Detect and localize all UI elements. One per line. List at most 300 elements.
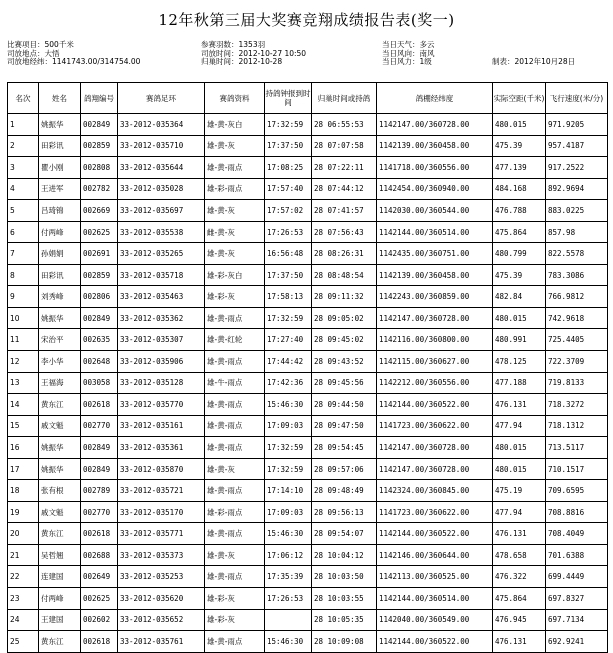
cell-loft-coordinates: 1142144.00/360522.00 <box>377 631 493 653</box>
cell-bird-info: 雄-彩-灰白 <box>205 264 265 286</box>
release-coordinates: 司放地经纬：1141743.00/314754.00 <box>7 57 141 67</box>
cell-return-time: 28 10:03:55 <box>312 588 377 610</box>
table-row <box>8 458 608 480</box>
cell-ring: 33-2012-035771 <box>118 523 205 545</box>
cell-distance: 478.125 <box>493 351 546 373</box>
cell-return-time: 28 09:48:49 <box>312 480 377 502</box>
table-row <box>8 329 608 351</box>
cell-bird-info: 雄-彩-雨点 <box>205 178 265 200</box>
cell-name: 李小华 <box>39 351 81 373</box>
cell-loft-coordinates: 1142113.00/360525.00 <box>377 566 493 588</box>
cell-loft-number: 002618 <box>81 394 118 416</box>
race-info-col2 <box>201 41 306 67</box>
cell-rank: 10 <box>8 307 39 329</box>
cell-clock-time: 17:37:50 <box>265 135 312 157</box>
cell-return-time: 28 06:55:53 <box>312 114 377 136</box>
entry-count: 参赛羽数：1353羽 <box>201 40 266 49</box>
table-row <box>8 114 608 136</box>
cell-clock-time <box>265 609 312 631</box>
cell-return-time: 28 09:54:45 <box>312 437 377 459</box>
cell-distance: 476.322 <box>493 566 546 588</box>
cell-ring: 33-2012-035361 <box>118 437 205 459</box>
cell-loft-coordinates: 1142147.00/360728.00 <box>377 307 493 329</box>
cell-name: 黄东江 <box>39 631 81 653</box>
cell-loft-coordinates: 1142030.00/360544.00 <box>377 200 493 222</box>
cell-loft-coordinates: 1141723.00/360622.00 <box>377 415 493 437</box>
cell-speed: 713.5117 <box>546 437 608 459</box>
cell-name: 姚振华 <box>39 114 81 136</box>
table-row <box>8 178 608 200</box>
cell-loft-coordinates: 1141718.00/360556.00 <box>377 157 493 179</box>
cell-speed: 917.2522 <box>546 157 608 179</box>
cell-speed: 722.3709 <box>546 351 608 373</box>
table-row <box>8 221 608 243</box>
cell-clock-time: 17:58:13 <box>265 286 312 308</box>
cell-loft-number: 002669 <box>81 200 118 222</box>
cell-distance: 477.139 <box>493 157 546 179</box>
cell-loft-coordinates: 1142040.00/360549.00 <box>377 609 493 631</box>
cell-loft-coordinates: 1142147.00/360728.00 <box>377 114 493 136</box>
cell-rank: 3 <box>8 157 39 179</box>
cell-return-time: 28 09:57:06 <box>312 458 377 480</box>
cell-ring: 33-2012-035373 <box>118 544 205 566</box>
cell-ring: 33-2012-035710 <box>118 135 205 157</box>
cell-rank: 21 <box>8 544 39 566</box>
table-row <box>8 200 608 222</box>
cell-loft-number: 002789 <box>81 480 118 502</box>
cell-bird-info: 雄-黄-灰 <box>205 200 265 222</box>
cell-bird-info: 雄-黄-雨点 <box>205 415 265 437</box>
cell-name: 付两峰 <box>39 221 81 243</box>
cell-loft-coordinates: 1142435.00/360751.00 <box>377 243 493 265</box>
cell-loft-number: 002849 <box>81 114 118 136</box>
cell-distance: 476.131 <box>493 523 546 545</box>
cell-bird-info: 雄-黄-雨点 <box>205 157 265 179</box>
cell-bird-info: 雄-彩-灰 <box>205 588 265 610</box>
cell-speed: 697.8327 <box>546 588 608 610</box>
cell-clock-time: 16:56:48 <box>265 243 312 265</box>
cell-ring: 33-2012-035718 <box>118 264 205 286</box>
cell-loft-number: 002648 <box>81 351 118 373</box>
cell-clock-time: 15:46:30 <box>265 394 312 416</box>
cell-rank: 1 <box>8 114 39 136</box>
table-header-row <box>8 83 608 114</box>
results-table <box>7 82 608 653</box>
cell-name: 付两峰 <box>39 588 81 610</box>
cell-ring: 33-2012-035161 <box>118 415 205 437</box>
cell-loft-coordinates: 1142454.00/360940.00 <box>377 178 493 200</box>
cell-name: 黄东江 <box>39 394 81 416</box>
cell-loft-coordinates: 1142139.00/360458.00 <box>377 135 493 157</box>
header-return-time: 归巢时间或持鸽 <box>312 83 377 114</box>
cell-loft-number: 002806 <box>81 286 118 308</box>
cell-rank: 7 <box>8 243 39 265</box>
cell-return-time: 28 07:22:11 <box>312 157 377 179</box>
cell-clock-time: 17:44:42 <box>265 351 312 373</box>
cell-loft-number: 002770 <box>81 415 118 437</box>
cell-bird-info: 雄-黄-雨点 <box>205 566 265 588</box>
cell-loft-number: 002625 <box>81 221 118 243</box>
cell-clock-time: 17:26:53 <box>265 221 312 243</box>
cell-loft-coordinates: 1142115.00/360627.00 <box>377 351 493 373</box>
cell-distance: 475.39 <box>493 264 546 286</box>
cell-name: 宋治平 <box>39 329 81 351</box>
header-clock-time: 持鸽钟报到时间 <box>265 83 312 114</box>
cell-speed: 957.4187 <box>546 135 608 157</box>
cell-speed: 883.0225 <box>546 200 608 222</box>
cell-return-time: 28 07:56:43 <box>312 221 377 243</box>
table-row <box>8 544 608 566</box>
cell-return-time: 28 08:26:31 <box>312 243 377 265</box>
cell-distance: 480.015 <box>493 307 546 329</box>
header-name: 姓名 <box>39 83 81 114</box>
cell-clock-time: 17:32:59 <box>265 307 312 329</box>
cell-rank: 12 <box>8 351 39 373</box>
cell-name: 王建国 <box>39 609 81 631</box>
cell-bird-info: 雄-黄-雨点 <box>205 307 265 329</box>
cell-bird-info: 雄-黄-红轮 <box>205 329 265 351</box>
cell-clock-time: 17:57:02 <box>265 200 312 222</box>
cell-name: 吴哲翘 <box>39 544 81 566</box>
cell-speed: 783.3086 <box>546 264 608 286</box>
cell-loft-number: 002625 <box>81 588 118 610</box>
cell-bird-info: 雄-黄-灰 <box>205 243 265 265</box>
cell-clock-time: 17:32:59 <box>265 458 312 480</box>
cell-speed: 725.4405 <box>546 329 608 351</box>
cell-return-time: 28 07:41:57 <box>312 200 377 222</box>
cell-rank: 22 <box>8 566 39 588</box>
weather: 当日天气：多云 <box>382 40 435 49</box>
cell-speed: 718.1312 <box>546 415 608 437</box>
cell-rank: 16 <box>8 437 39 459</box>
table-row <box>8 307 608 329</box>
table-row <box>8 523 608 545</box>
cell-return-time: 28 09:47:50 <box>312 415 377 437</box>
results-body <box>8 114 608 653</box>
cell-clock-time: 17:26:53 <box>265 588 312 610</box>
cell-name: 孙娟娟 <box>39 243 81 265</box>
cell-rank: 4 <box>8 178 39 200</box>
cell-rank: 25 <box>8 631 39 653</box>
table-row <box>8 501 608 523</box>
cell-return-time: 28 09:05:02 <box>312 307 377 329</box>
table-row <box>8 372 608 394</box>
cell-bird-info: 雄-黄-灰 <box>205 458 265 480</box>
cell-bird-info: 雄-黄-灰 <box>205 544 265 566</box>
cell-bird-info: 雄-黄-雨点 <box>205 631 265 653</box>
cell-clock-time: 17:27:40 <box>265 329 312 351</box>
cell-loft-number: 002691 <box>81 243 118 265</box>
cell-return-time: 28 09:11:32 <box>312 286 377 308</box>
cell-rank: 23 <box>8 588 39 610</box>
cell-distance: 484.168 <box>493 178 546 200</box>
cell-ring: 33-2012-035721 <box>118 480 205 502</box>
cell-name: 田彩讯 <box>39 135 81 157</box>
cell-bird-info: 雄-黄-雨点 <box>205 523 265 545</box>
cell-name: 姚振华 <box>39 307 81 329</box>
cell-rank: 14 <box>8 394 39 416</box>
table-row <box>8 588 608 610</box>
cell-speed: 742.9618 <box>546 307 608 329</box>
cell-name: 张有根 <box>39 480 81 502</box>
cell-bird-info: 雄-黄-雨点 <box>205 480 265 502</box>
cell-ring: 33-2012-035620 <box>118 588 205 610</box>
cell-loft-coordinates: 1142116.00/360800.00 <box>377 329 493 351</box>
cell-rank: 19 <box>8 501 39 523</box>
cell-loft-coordinates: 1142324.00/360845.00 <box>377 480 493 502</box>
cell-loft-number: 002635 <box>81 329 118 351</box>
cell-speed: 699.4449 <box>546 566 608 588</box>
cell-loft-number: 002808 <box>81 157 118 179</box>
cell-loft-coordinates: 1142144.00/360522.00 <box>377 394 493 416</box>
cell-loft-number: 002688 <box>81 544 118 566</box>
cell-name: 姚振华 <box>39 437 81 459</box>
cell-rank: 17 <box>8 458 39 480</box>
cell-bird-info: 雄-彩-灰 <box>205 286 265 308</box>
cell-loft-number: 002849 <box>81 307 118 329</box>
cell-loft-number: 002618 <box>81 631 118 653</box>
cell-ring: 33-2012-035761 <box>118 631 205 653</box>
header-bird-info: 赛鸽资料 <box>205 83 265 114</box>
cell-distance: 480.015 <box>493 458 546 480</box>
cell-ring: 33-2012-035253 <box>118 566 205 588</box>
cell-clock-time: 17:09:03 <box>265 415 312 437</box>
cell-bird-info: 雄-牛-雨点 <box>205 372 265 394</box>
table-row <box>8 480 608 502</box>
cell-rank: 8 <box>8 264 39 286</box>
cell-rank: 18 <box>8 480 39 502</box>
cell-ring: 33-2012-035265 <box>118 243 205 265</box>
cell-bird-info: 雄-黄-灰白 <box>205 114 265 136</box>
cell-loft-coordinates: 1142147.00/360728.00 <box>377 437 493 459</box>
cell-distance: 480.799 <box>493 243 546 265</box>
cell-rank: 24 <box>8 609 39 631</box>
cell-distance: 477.94 <box>493 501 546 523</box>
cell-distance: 476.945 <box>493 609 546 631</box>
cell-ring: 33-2012-035652 <box>118 609 205 631</box>
cell-name: 黄东江 <box>39 523 81 545</box>
cell-speed: 822.5578 <box>546 243 608 265</box>
cell-ring: 33-2012-035028 <box>118 178 205 200</box>
cell-return-time: 28 10:09:08 <box>312 631 377 653</box>
cell-rank: 5 <box>8 200 39 222</box>
table-row <box>8 609 608 631</box>
header-ring: 赛鸽足环 <box>118 83 205 114</box>
cell-ring: 33-2012-035463 <box>118 286 205 308</box>
race-info-col1 <box>7 41 140 67</box>
cell-rank: 6 <box>8 221 39 243</box>
cell-loft-coordinates: 1142243.00/360859.00 <box>377 286 493 308</box>
cell-ring: 33-2012-035128 <box>118 372 205 394</box>
cell-loft-number: 002649 <box>81 566 118 588</box>
table-row <box>8 415 608 437</box>
cell-loft-number: 002770 <box>81 501 118 523</box>
cell-name: 王进军 <box>39 178 81 200</box>
cell-rank: 9 <box>8 286 39 308</box>
cell-name: 戚文魁 <box>39 415 81 437</box>
cell-distance: 476.131 <box>493 394 546 416</box>
cell-return-time: 28 09:45:56 <box>312 372 377 394</box>
cell-clock-time: 17:57:40 <box>265 178 312 200</box>
header-rank: 名次 <box>8 83 39 114</box>
cell-speed: 697.7134 <box>546 609 608 631</box>
cell-loft-coordinates: 1142146.00/360644.00 <box>377 544 493 566</box>
cell-distance: 475.19 <box>493 480 546 502</box>
cell-speed: 701.6388 <box>546 544 608 566</box>
cell-loft-coordinates: 1142144.00/360514.00 <box>377 221 493 243</box>
cell-return-time: 28 09:56:13 <box>312 501 377 523</box>
cell-clock-time: 17:32:59 <box>265 437 312 459</box>
cell-bird-info: 雄-黄-雨点 <box>205 437 265 459</box>
cell-ring: 33-2012-035644 <box>118 157 205 179</box>
cell-rank: 13 <box>8 372 39 394</box>
wind-direction: 当日风向：南风 <box>382 48 435 58</box>
cell-loft-coordinates: 1142144.00/360514.00 <box>377 588 493 610</box>
table-row <box>8 157 608 179</box>
cell-loft-coordinates: 1141723.00/360622.00 <box>377 501 493 523</box>
cell-return-time: 28 09:44:50 <box>312 394 377 416</box>
cell-name: 瞿小刚 <box>39 157 81 179</box>
cell-clock-time: 17:32:59 <box>265 114 312 136</box>
cell-speed: 692.9241 <box>546 631 608 653</box>
cell-speed: 971.9205 <box>546 114 608 136</box>
cell-clock-time: 17:37:50 <box>265 264 312 286</box>
cell-ring: 33-2012-035362 <box>118 307 205 329</box>
table-row <box>8 566 608 588</box>
cell-clock-time: 15:46:30 <box>265 631 312 653</box>
cell-return-time: 28 07:07:58 <box>312 135 377 157</box>
cell-ring: 33-2012-035770 <box>118 394 205 416</box>
cell-loft-number: 002618 <box>81 523 118 545</box>
table-row <box>8 286 608 308</box>
cell-name: 王福海 <box>39 372 81 394</box>
race-project: 比赛项目：500千米 <box>7 40 74 49</box>
cell-loft-number: 002782 <box>81 178 118 200</box>
header-loft-number: 鸽翔编号 <box>81 83 118 114</box>
cell-speed: 708.4049 <box>546 523 608 545</box>
cell-distance: 477.188 <box>493 372 546 394</box>
cell-clock-time: 17:35:39 <box>265 566 312 588</box>
cell-distance: 476.131 <box>493 631 546 653</box>
cell-loft-number: 002859 <box>81 135 118 157</box>
cell-loft-number: 002849 <box>81 437 118 459</box>
cell-distance: 480.015 <box>493 437 546 459</box>
cell-ring: 33-2012-035906 <box>118 351 205 373</box>
cell-return-time: 28 09:43:52 <box>312 351 377 373</box>
cell-ring: 33-2012-035364 <box>118 114 205 136</box>
race-info-col3 <box>382 41 435 67</box>
cell-loft-coordinates: 1142212.00/360556.00 <box>377 372 493 394</box>
cell-speed: 718.3272 <box>546 394 608 416</box>
header-speed: 飞行速度(米/分) <box>546 83 608 114</box>
cell-loft-coordinates: 1142147.00/360728.00 <box>377 458 493 480</box>
cell-distance: 475.39 <box>493 135 546 157</box>
cell-return-time: 28 10:03:50 <box>312 566 377 588</box>
cell-speed: 857.98 <box>546 221 608 243</box>
table-row <box>8 264 608 286</box>
release-time: 司放时间：2012-10-27 10:50 <box>201 48 307 58</box>
cell-clock-time: 17:09:03 <box>265 501 312 523</box>
cell-loft-number: 002602 <box>81 609 118 631</box>
cell-return-time: 28 07:44:12 <box>312 178 377 200</box>
cell-ring: 33-2012-035870 <box>118 458 205 480</box>
cell-name: 姚振华 <box>39 458 81 480</box>
cell-ring: 33-2012-035697 <box>118 200 205 222</box>
cell-name: 田彩讯 <box>39 264 81 286</box>
cell-distance: 480.015 <box>493 114 546 136</box>
made-date: 制表：2012年10月28日 <box>492 57 576 66</box>
cell-ring: 33-2012-035538 <box>118 221 205 243</box>
cell-clock-time: 17:14:10 <box>265 480 312 502</box>
cell-rank: 2 <box>8 135 39 157</box>
cell-speed: 709.6595 <box>546 480 608 502</box>
release-location: 司放地点：大悟 <box>7 48 60 58</box>
cell-distance: 477.94 <box>493 415 546 437</box>
cell-return-time: 28 10:05:35 <box>312 609 377 631</box>
cell-loft-number: 002849 <box>81 458 118 480</box>
cell-ring: 33-2012-035307 <box>118 329 205 351</box>
cell-clock-time: 15:46:30 <box>265 523 312 545</box>
cell-return-time: 28 09:45:02 <box>312 329 377 351</box>
cell-bird-info: 雄-彩-灰 <box>205 609 265 631</box>
cell-distance: 475.864 <box>493 221 546 243</box>
cell-distance: 476.788 <box>493 200 546 222</box>
cell-return-time: 28 08:48:54 <box>312 264 377 286</box>
cell-distance: 478.658 <box>493 544 546 566</box>
table-row <box>8 394 608 416</box>
cell-speed: 766.9812 <box>546 286 608 308</box>
cell-ring: 33-2012-035170 <box>118 501 205 523</box>
cell-speed: 892.9694 <box>546 178 608 200</box>
cell-loft-coordinates: 1142139.00/360458.00 <box>377 264 493 286</box>
cell-name: 刘秀峰 <box>39 286 81 308</box>
cell-distance: 475.864 <box>493 588 546 610</box>
header-distance: 实际空距(千米) <box>493 83 546 114</box>
table-row <box>8 135 608 157</box>
report-title: 12年秋第三届大奖赛竞翔成绩报告表(奖一) <box>158 11 455 29</box>
cell-speed: 719.8133 <box>546 372 608 394</box>
cell-clock-time: 17:08:25 <box>265 157 312 179</box>
cell-bird-info: 雄-彩-雨点 <box>205 501 265 523</box>
cell-bird-info: 雄-黄-雨点 <box>205 351 265 373</box>
wind-force: 当日风力：1级 <box>382 57 432 67</box>
cell-clock-time: 17:06:12 <box>265 544 312 566</box>
cell-rank: 15 <box>8 415 39 437</box>
cell-speed: 710.1517 <box>546 458 608 480</box>
return-date: 归巢时间：2012-10-28 <box>201 57 283 67</box>
cell-clock-time: 17:42:36 <box>265 372 312 394</box>
cell-name: 戚文魁 <box>39 501 81 523</box>
cell-return-time: 28 10:04:12 <box>312 544 377 566</box>
cell-name: 连建国 <box>39 566 81 588</box>
cell-loft-number: 002859 <box>81 264 118 286</box>
table-row <box>8 351 608 373</box>
cell-bird-info: 雄-黄-灰 <box>205 135 265 157</box>
cell-rank: 11 <box>8 329 39 351</box>
cell-bird-info: 雌-黄-灰 <box>205 221 265 243</box>
cell-loft-coordinates: 1142144.00/360522.00 <box>377 523 493 545</box>
table-row <box>8 631 608 653</box>
cell-speed: 708.8816 <box>546 501 608 523</box>
table-row <box>8 243 608 265</box>
cell-bird-info: 雄-黄-雨点 <box>205 394 265 416</box>
cell-distance: 482.84 <box>493 286 546 308</box>
cell-name: 吕琦锦 <box>39 200 81 222</box>
cell-return-time: 28 09:54:07 <box>312 523 377 545</box>
table-row <box>8 437 608 459</box>
cell-loft-number: 003058 <box>81 372 118 394</box>
cell-distance: 480.991 <box>493 329 546 351</box>
